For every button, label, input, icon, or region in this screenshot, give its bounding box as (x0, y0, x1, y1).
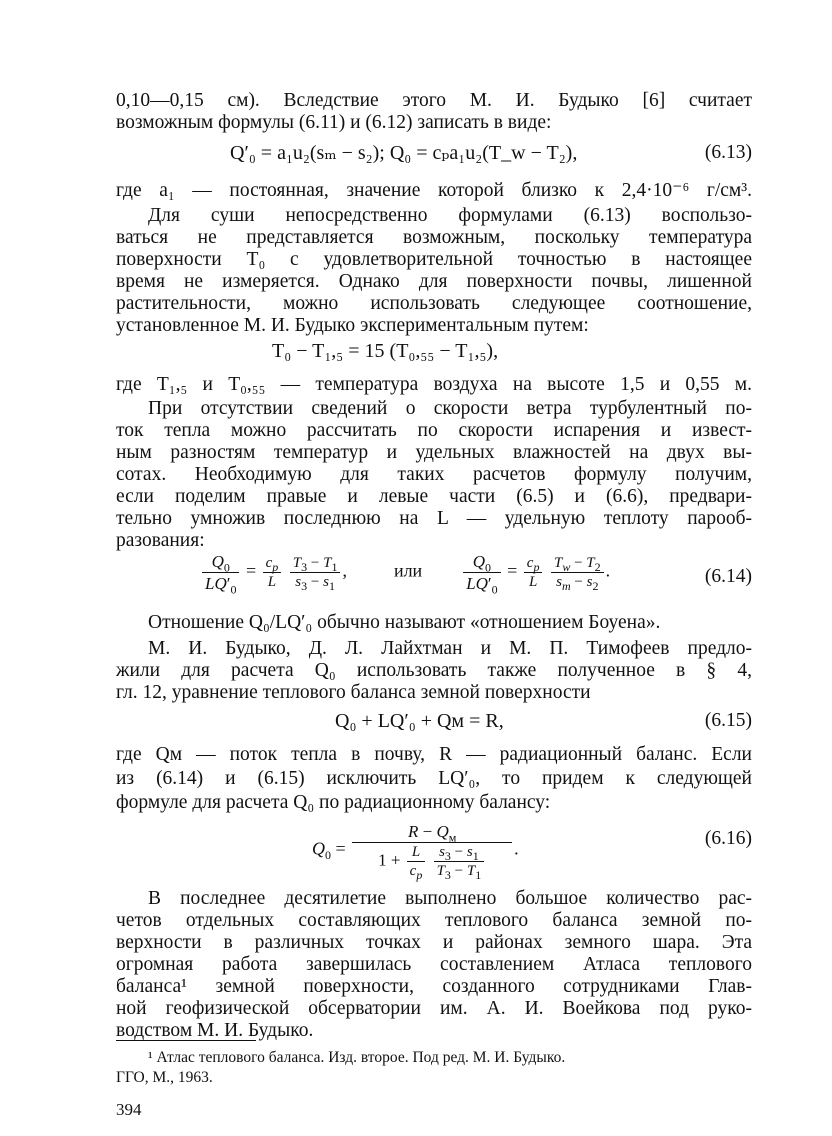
equation-number: (6.16) (704, 828, 752, 849)
text-line: возможным формулы (6.11) и (6.12) записать в виде: (116, 112, 552, 133)
or-word: или (393, 560, 423, 581)
text-line: где Qм — поток тепла в почву, R — радиационный баланс. Если (116, 744, 752, 765)
text-line: ным разностям температур и удельных влажностей на двух вы- (116, 442, 752, 463)
text-line: если поделим правые и левые части (6.5) и (6.6), предвари- (116, 486, 752, 507)
text-line: В последнее десятилетие выполнено большое количество рас- (148, 888, 752, 909)
equation-6-13: Q′₀ = a₁u₂(sₘ − s₂); Q₀ = cₚa₁u₂(T_w − T₂), (230, 142, 578, 164)
text-line: верхности в различных точках и районах земного шара. Эта (116, 932, 752, 953)
text-line: Для суши непосредственно формулами (6.13) воспользо- (148, 205, 752, 226)
text-line: установленное М. И. Будыко экспериментальным путем: (116, 315, 589, 336)
text-line: разования: (116, 530, 205, 551)
equation-6-14: $\frac{Q_0}{LQ'_0}$ = $\frac{c_p}{L}$ $\frac{T_3 - T_1}{s_3 - s_1}$ , или $\frac{Q_0}{LQ'_0}$ = $\frac{c_p}{L}$ $\frac{T_w - T_2}{s_m - s_2}$ . (200, 552, 610, 593)
footnote-line: ¹ Атлас теплового баланса. Изд. второе. Под ред. М. И. Будыко. (148, 1049, 566, 1066)
equation-temperature: T₀ − T₁,₅ = 15 (T₀,₅₅ − T₁,₅), (272, 340, 499, 362)
text-line: М. И. Будыко, Д. Л. Лайхтман и М. П. Тимофеев предло- (148, 638, 752, 659)
text-line: формуле для расчета Q₀ по радиационному балансу: (116, 792, 551, 813)
text-line: 0,10—0,15 см). Вследствие этого М. И. Будыко [6] считает (116, 90, 752, 111)
text-line: ток тепла можно рассчитать по скорости испарения и извест- (116, 420, 752, 441)
text-line: баланса¹ земной поверхности, созданного сотрудниками Глав- (116, 976, 752, 997)
text-line: время не измеряется. Однако для поверхности почвы, лишенной (116, 271, 752, 292)
text-line: водством М. И. Будыко. (116, 1020, 314, 1041)
text-line: из (6.14) и (6.15) исключить LQ′₀, то придем к следующей (116, 768, 752, 789)
text-line: гл. 12, уравнение теплового баланса земной поверхности (116, 682, 591, 703)
footnote-rule (116, 1040, 256, 1041)
equation-number: (6.13) (704, 142, 752, 163)
text-line: где a₁ — постоянная, значение которой близко к 2,4·10⁻⁶ г/см³. (116, 180, 752, 201)
page-number: 394 (116, 1100, 142, 1119)
equation-6-16: $Q_0$ = $R - Q_м$ 1 + $\frac{L}{c_p}$ $\frac{s_3 - s_1}{T_3 - T_1}$ . (312, 822, 519, 882)
footnote-line: ГГО, М., 1963. (116, 1069, 213, 1086)
text-line: жили для расчета Q₀ использовать также полученное в § 4, (116, 660, 752, 681)
text-line: четов отдельных составляющих теплового баланса земной по- (116, 910, 752, 931)
equation-number: (6.14) (704, 566, 752, 587)
text-line: огромная работа завершилась составлением Атласа теплового (116, 954, 752, 975)
text-line: сотах. Необходимую для таких расчетов формулу получим, (116, 464, 752, 485)
equation-number: (6.15) (704, 710, 752, 731)
text-line: Отношение Q₀/LQ′₀ обычно называют «отношением Боуена». (148, 612, 661, 633)
text-line: При отсутствии сведений о скорости ветра турбулентный по- (148, 398, 752, 419)
text-line: тельно умножив последнюю на L — удельную теплоту парооб- (116, 508, 752, 529)
text-line: растительности, можно использовать следующее соотношение, (116, 293, 752, 314)
text-line: ной геофизической обсерватории им. А. И. Воейкова под руко- (116, 998, 752, 1019)
text-line: поверхности T₀ с удовлетворительной точностью в настоящее (116, 249, 752, 270)
equation-6-15: Q₀ + LQ′₀ + Qм = R, (335, 710, 504, 732)
text-line: где T₁,₅ и T₀,₅₅ — температура воздуха на высоте 1,5 и 0,55 м. (116, 374, 752, 395)
text-line: ваться не представляется возможным, поскольку температура (116, 227, 752, 248)
